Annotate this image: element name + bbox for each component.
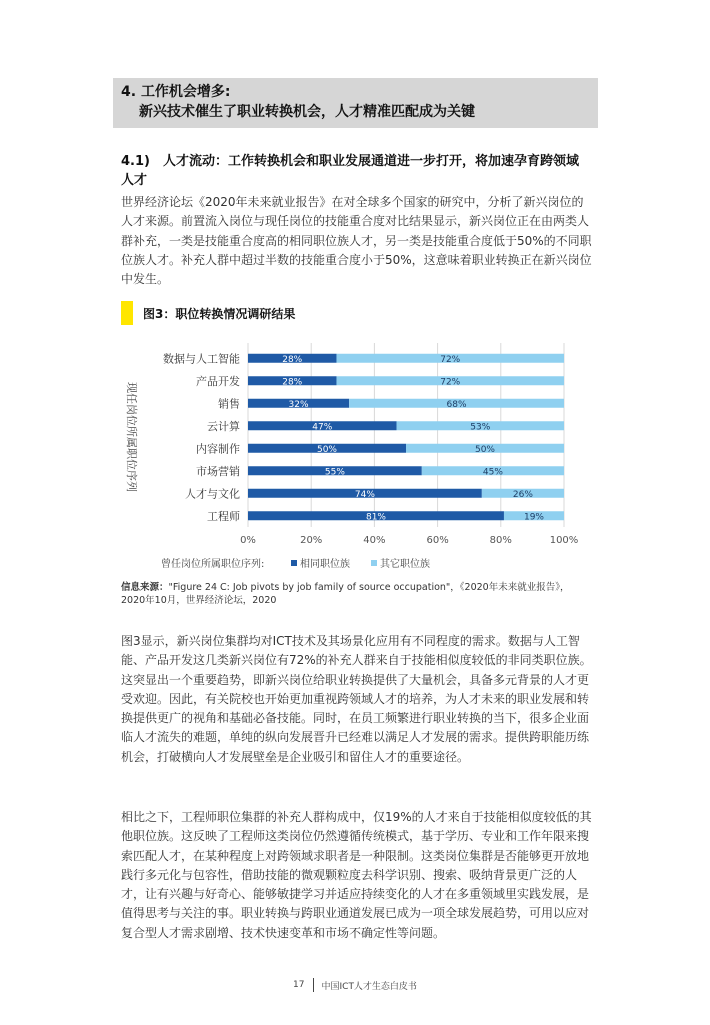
section-subtitle: 新兴技术催生了职业转换机会，人才精准匹配成为关键: [139, 104, 475, 120]
data-label: 47%: [312, 422, 333, 433]
section-title-line1: [121, 83, 590, 102]
data-label: 68%: [446, 399, 467, 410]
data-label: 28%: [282, 354, 303, 365]
data-label: 72%: [440, 354, 461, 365]
paragraph-intro: 世界经济论坛《2020年未来就业报告》在对全球多个国家的研究中，分析了新兴岗位的人才来源。前置流入岗位与现任岗位的技能重合度对比结果显示，新兴岗位正在由两类人群补充，一类是技能重合度高的相同职位族人才，另一类是技能重合度低于50%的不同职位族人才。补充人群中超过半数的技能重合度小于50%，这意味着职业转换正在新兴岗位中发生。: [121, 195, 592, 287]
section-banner: [113, 78, 598, 128]
x-tick-label: 40%: [363, 535, 386, 546]
figure-title-marker: [121, 301, 133, 325]
x-tick-label: 60%: [426, 535, 449, 546]
data-label: 81%: [365, 512, 386, 523]
footer-divider: [313, 978, 314, 992]
x-tick-label: 20%: [300, 535, 323, 546]
section-title: 工作机会增多:: [140, 84, 231, 100]
document-title: 中国ICT人才生态白皮书: [321, 981, 417, 992]
figure-source: [121, 581, 591, 607]
data-label: 50%: [316, 444, 338, 455]
category-label: 产品开发: [196, 374, 240, 388]
category-label: 内容制作: [196, 442, 240, 456]
legend-item-same-family: 相同职位族: [300, 559, 350, 570]
data-label: 74%: [354, 489, 375, 500]
legend-swatch: [291, 560, 297, 566]
data-label: 55%: [324, 467, 345, 478]
figure-title-text: 图3：职位转换情况调研结果: [143, 306, 296, 321]
legend-item-other-family: 其它职位族: [380, 559, 430, 570]
category-label: 人才与文化: [185, 487, 240, 501]
category-label: 市场营销: [196, 464, 240, 478]
stacked-bar-chart: [121, 335, 591, 575]
paragraph-figure-analysis: 图3显示，新兴岗位集群均对ICT技术及其场景化应用有不同程度的需求。数据与人工智能、产品开发这几类新兴岗位有72%的补充人群来自于技能相似度较低的非同类职位族。这突显出一个重要趋势，即新兴岗位给职业转换提供了大量机会，具备多元背景的人才更受欢迎。因此，有关院校也开始更加重视跨领域人才的培养，为人才未来的职业发展和转换提供更广的视角和基础必备技能。同时，在员工频繁进行职业转换的当下，很多企业面临人才流失的难题，单纯的纵向发展晋升已经难以满足人才发展的需求。提供跨职能历练机会，打破横向人才发展壁垒是企业吸引和留住人才的重要途径。: [121, 634, 592, 764]
data-label: 32%: [288, 399, 309, 410]
x-tick-label: 80%: [489, 535, 512, 546]
data-label: 50%: [474, 444, 496, 455]
page-number: 17: [293, 980, 305, 990]
category-label: 云计算: [207, 419, 240, 433]
data-label: 45%: [482, 467, 503, 478]
data-label: 26%: [512, 489, 533, 500]
x-tick-label: 100%: [549, 535, 579, 546]
section-number: 4.: [121, 84, 137, 100]
category-label: 销售: [218, 397, 240, 411]
data-label: 19%: [523, 512, 544, 523]
legend-swatch: [371, 560, 377, 566]
category-label: 工程师: [207, 509, 240, 523]
data-label: 53%: [470, 422, 491, 433]
legend-title: 曾任岗位所属职位序列:: [161, 559, 265, 570]
page-footer: [0, 978, 710, 992]
x-tick-label: 0%: [240, 535, 256, 546]
source-label: 信息来源：: [121, 582, 169, 593]
figure-title: [121, 301, 295, 325]
paragraph-engineer-analysis: 相比之下，工程师职位集群的补充人群构成中，仅19%的人才来自于技能相似度较低的其他职位族。这反映了工程师这类岗位仍然遵循传统模式，基于学历、专业和工作年限来搜索匹配人才，在某种程度上对跨领域求职者是一种限制。这类岗位集群是否能够更开放地践行多元化与包容性，借助技能的微观颗粒度去科学识别、搜索、吸纳背景更广泛的人才，让有兴趣与好奇心、能够敏捷学习并适应持续变化的人才在多重领域里实践发展，是值得思考与关注的事。职业转换与跨职业通道发展已成为一项全球发展趋势，可用以应对复合型人才需求剧增、技术快速变革和市场不确定性等问题。: [121, 810, 592, 940]
subsection-heading: 4.1) 人才流动：工作转换机会和职业发展通道进一步打开，将加速孕育跨领域人才: [121, 154, 579, 188]
category-label: 数据与人工智能: [163, 352, 240, 366]
y-axis-title: 现任岗位所属职位序列: [125, 382, 138, 492]
data-label: 28%: [282, 377, 303, 388]
source-text: "Figure 24 C: Job pivots by job family of source occupation"，《2020年未来就业报告》，2020年10月，世界经济论坛，2020: [121, 582, 570, 606]
data-label: 72%: [440, 377, 461, 388]
